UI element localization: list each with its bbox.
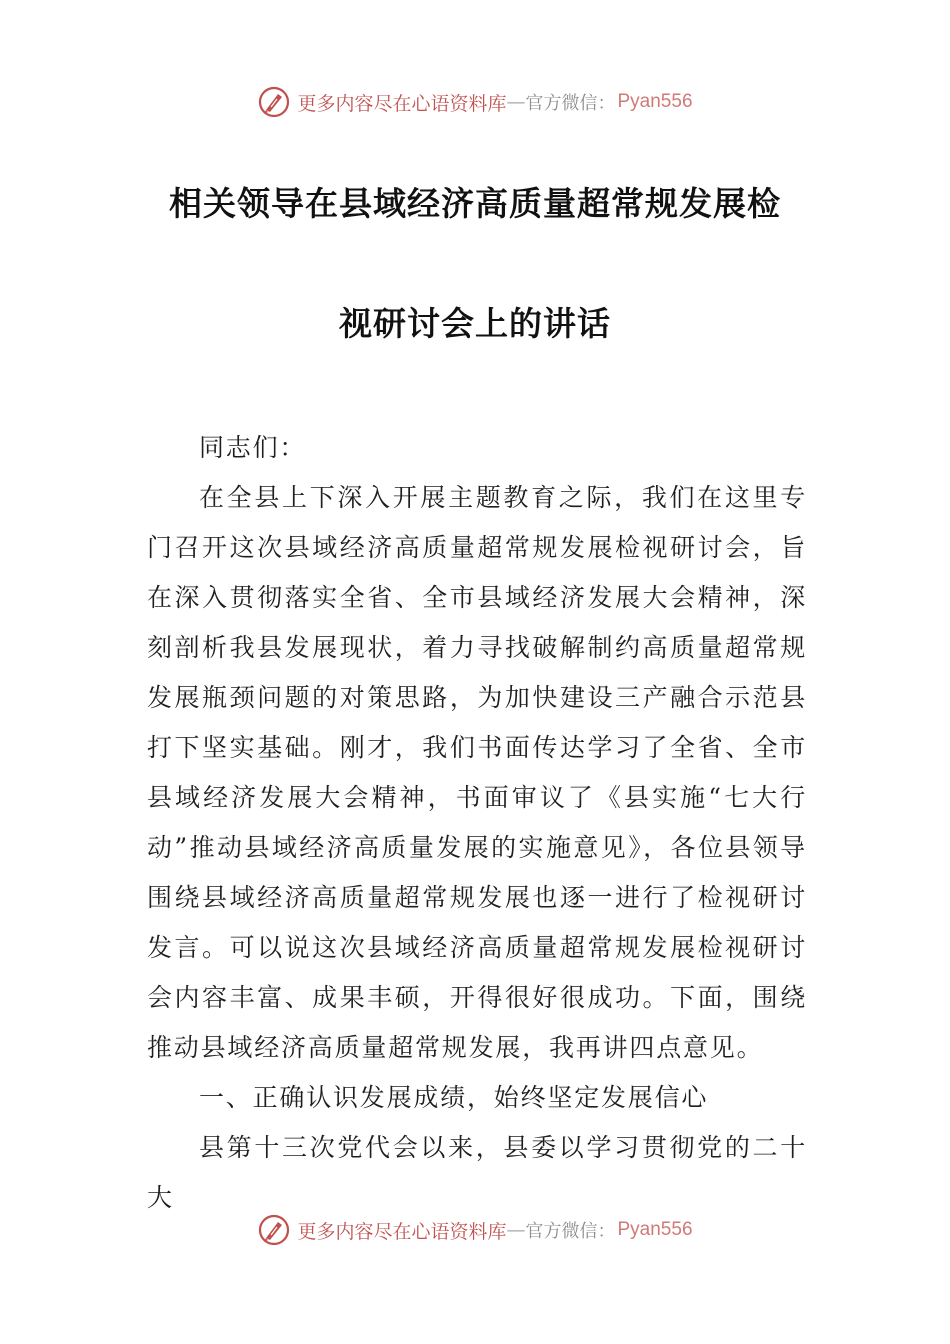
body-paragraph: 县第十三次党代会以来，县委以学习贯彻党的二十大 bbox=[147, 1133, 807, 1212]
document-body bbox=[147, 423, 807, 1223]
watermark-brand: 更多内容尽在心语资料库 bbox=[297, 92, 507, 115]
document-title-line2: 视研讨会上的讲话 bbox=[339, 304, 611, 343]
watermark-official-label: 官方微信： bbox=[525, 1221, 616, 1242]
watermark-dash: — bbox=[506, 91, 526, 113]
watermark-wechat-id: Pyan556 bbox=[617, 1219, 693, 1240]
watermark-brand: 更多内容尽在心语资料库 bbox=[297, 1220, 507, 1243]
body-paragraph: 在全县上下深入开展主题教育之际，我们在这里专门召开这次县域经济高质量超常规发展检视研讨会，旨在深入贯彻落实全省、全市县域经济发展大会精神，深刻剖析我县发展现状，着力寻找破解制约高质量超常规发展瓶颈问题的对策思路，为加快建设三产融合示范县打下坚实基础。刚才，我们书面传达学习了全省、全市县域经济发展大会精神，书面审议了《县实施“七大行动”推动县域经济高质量发展的实施意见》，各位县领导围绕县域经济高质量超常规发展也逐一进行了检视研讨发言。可以说这次县域经济高质量超常规发展检视研讨会内容丰富、成果丰硕，开得很好很成功。下面，围绕推动县域经济高质量超常规发展，我再讲四点意见。 bbox=[147, 483, 807, 1062]
watermark-wechat-id: Pyan556 bbox=[617, 91, 693, 112]
pen-nib-circle-icon bbox=[257, 85, 291, 119]
section-heading: 一、正确认识发展成绩，始终坚定发展信心 bbox=[199, 1083, 709, 1112]
watermark-header bbox=[0, 82, 950, 122]
watermark-footer bbox=[0, 1210, 950, 1250]
watermark-dash: — bbox=[506, 1219, 526, 1241]
document-title-line1: 相关领导在县域经济高质量超常规发展检 bbox=[169, 184, 781, 223]
pen-nib-circle-icon bbox=[257, 1213, 291, 1247]
watermark-official-label: 官方微信： bbox=[525, 93, 616, 114]
salutation: 同志们： bbox=[199, 433, 307, 462]
